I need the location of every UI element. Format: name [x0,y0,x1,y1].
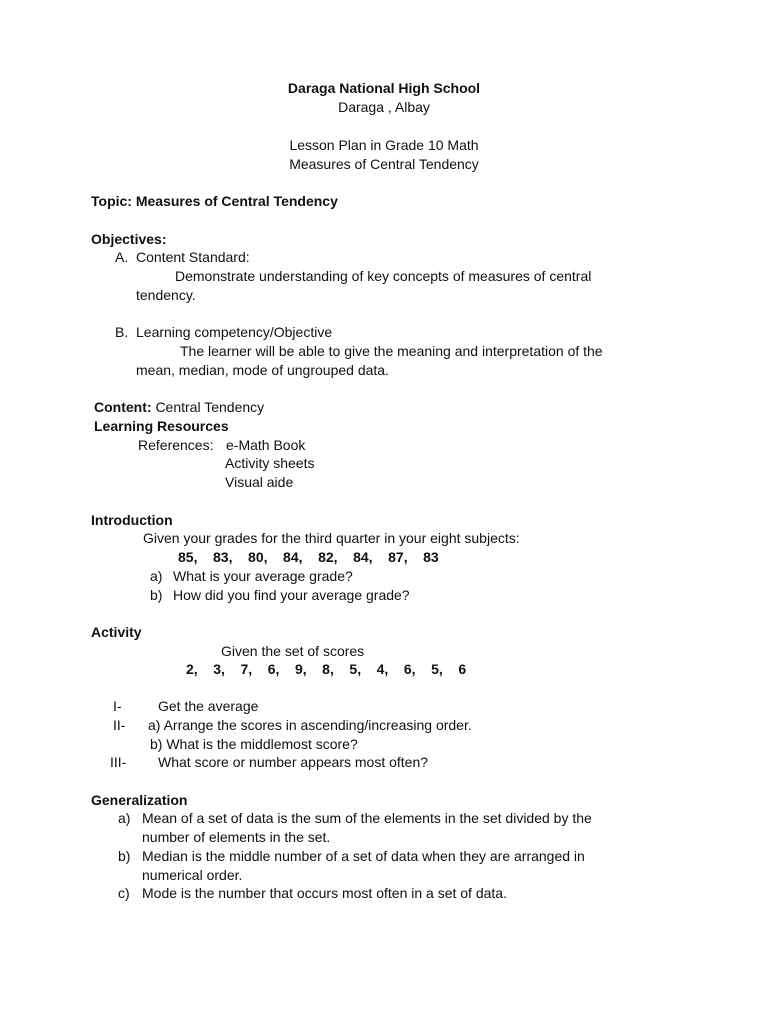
objectives-heading: Objectives: [91,231,167,247]
content-value: Central Tendency [155,399,265,415]
generalization-line: Mean of a set of data is the sum of the elements in the set divided by the [142,810,592,826]
intro-question-text: What is your average grade? [173,568,353,584]
objective-a-marker: A. [115,249,129,265]
school-name: Daraga National High School [287,80,481,96]
intro-question-marker: b) [150,587,163,603]
activity-heading: Activity [91,624,142,640]
generalization-heading: Generalization [91,792,188,808]
task-marker: I- [113,698,122,714]
activity-prompt: Given the set of scores [221,643,365,659]
generalization-line: number of elements in the set. [142,829,331,845]
introduction-heading: Introduction [91,512,173,528]
objective-a-text-line2: tendency. [136,287,196,303]
generalization-marker: c) [118,885,130,901]
generalization-marker: a) [118,810,131,826]
school-location: Daraga , Albay [338,99,430,115]
task-text: What score or number appears most often? [158,754,429,770]
objective-b-text-line1: The learner will be able to give the meaning and interpretation of the [180,343,603,359]
task-text: b) What is the middlemost score? [150,736,358,752]
generalization-marker: b) [118,848,131,864]
generalization-line: Mode is the number that occurs most often in a set of data. [142,885,507,901]
resource-item: e-Math Book [226,437,306,453]
generalization-line: Median is the middle number of a set of data when they are arranged in [142,848,585,864]
plan-title: Lesson Plan in Grade 10 Math [289,137,479,153]
plan-subject: Measures of Central Tendency [289,156,479,172]
references-label: References: [138,437,214,453]
resources-heading: Learning Resources [94,418,229,434]
objective-b-label: Learning competency/Objective [136,324,333,340]
task-text: a) Arrange the scores in ascending/increasing order. [148,717,472,733]
task-text: Get the average [158,698,259,714]
introduction-prompt: Given your grades for the third quarter in your eight subjects: [143,530,520,546]
topic-heading: Topic: Measures of Central Tendency [91,193,338,209]
resource-item: Activity sheets [225,455,315,471]
objective-a-label: Content Standard: [136,249,250,265]
resource-item: Visual aide [225,474,294,490]
generalization-line: numerical order. [142,867,243,883]
task-marker: II- [113,717,126,733]
content-line [94,398,264,417]
objective-a-text-line1: Demonstrate understanding of key concepts of measures of central [175,268,592,284]
objective-b-marker: B. [115,324,129,340]
content-label: Content: [94,399,152,415]
objective-b-text-line2: mean, median, mode of ungrouped data. [136,362,389,378]
scores-list: 2, 3, 7, 6, 9, 8, 5, 4, 6, 5, 6 [186,661,467,677]
grades-list: 85, 83, 80, 84, 82, 84, 87, 83 [178,549,439,565]
intro-question-text: How did you find your average grade? [173,587,410,603]
task-marker: III- [110,754,127,770]
intro-question-marker: a) [150,568,163,584]
